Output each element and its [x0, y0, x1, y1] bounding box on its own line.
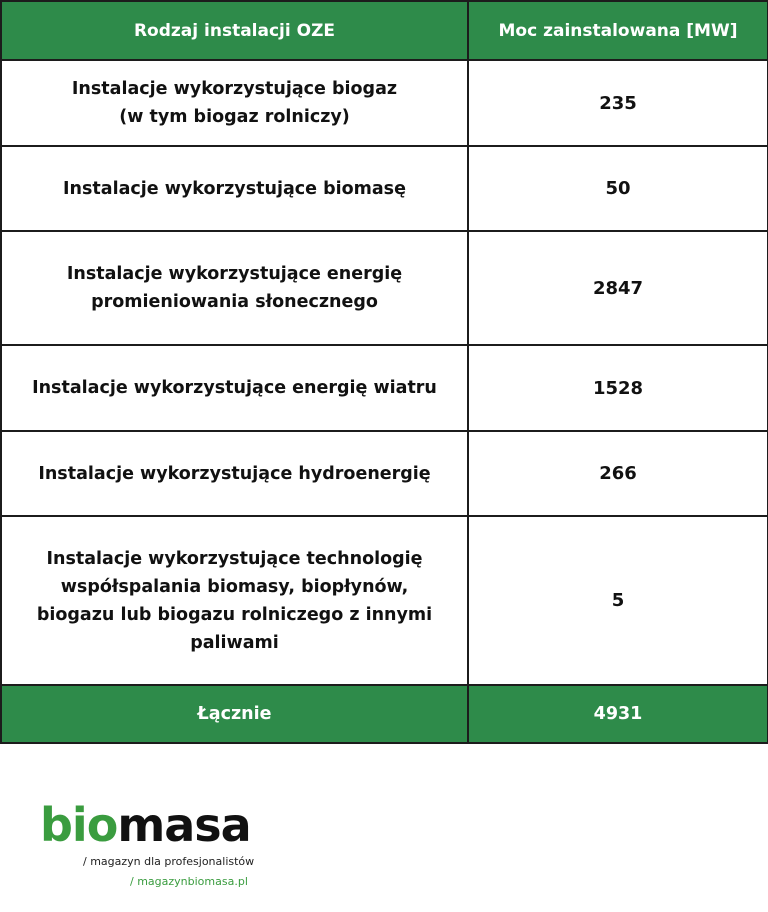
logo-tagline: / magazyn dla profesjonalistów — [83, 855, 255, 868]
table-total-row — [1, 685, 768, 743]
row-name-biogas: Instalacje wykorzystujące biogaz (w tym biogaz rolniczy) — [1, 60, 468, 146]
table-row — [1, 146, 768, 231]
row-value-solar: 2847 — [468, 231, 768, 345]
row-name-wind: Instalacje wykorzystujące energię wiatru — [1, 345, 468, 431]
row-value-cofiring: 5 — [468, 516, 768, 685]
header-installation-type: Rodzaj instalacji OZE — [1, 1, 468, 60]
logo-wordmark — [40, 800, 251, 850]
row-value-hydro: 266 — [468, 431, 768, 516]
total-value: 4931 — [468, 685, 768, 743]
biomasa-logo — [40, 800, 280, 900]
logo-masa-text: masa — [117, 798, 251, 852]
table-row — [1, 60, 768, 146]
logo-bio-text: bio — [40, 798, 118, 852]
row-value-wind: 1528 — [468, 345, 768, 431]
row-name-hydro: Instalacje wykorzystujące hydroenergię — [1, 431, 468, 516]
table-row — [1, 516, 768, 685]
row-name-biomass: Instalacje wykorzystujące biomasę — [1, 146, 468, 231]
logo-url: / magazynbiomasa.pl — [130, 875, 248, 888]
table-row — [1, 431, 768, 516]
table-row — [1, 345, 768, 431]
row-name-solar: Instalacje wykorzystujące energię promieniowania słonecznego — [1, 231, 468, 345]
total-label: Łącznie — [1, 685, 468, 743]
row-value-biogas: 235 — [468, 60, 768, 146]
table-header-row — [1, 1, 768, 60]
table-row — [1, 231, 768, 345]
row-name-cofiring: Instalacje wykorzystujące technologię współspalania biomasy, biopłynów, biogazu lub biogazu rolniczego z innymi paliwami — [1, 516, 468, 685]
row-value-biomass: 50 — [468, 146, 768, 231]
header-installed-capacity: Moc zainstalowana [MW] — [468, 1, 768, 60]
